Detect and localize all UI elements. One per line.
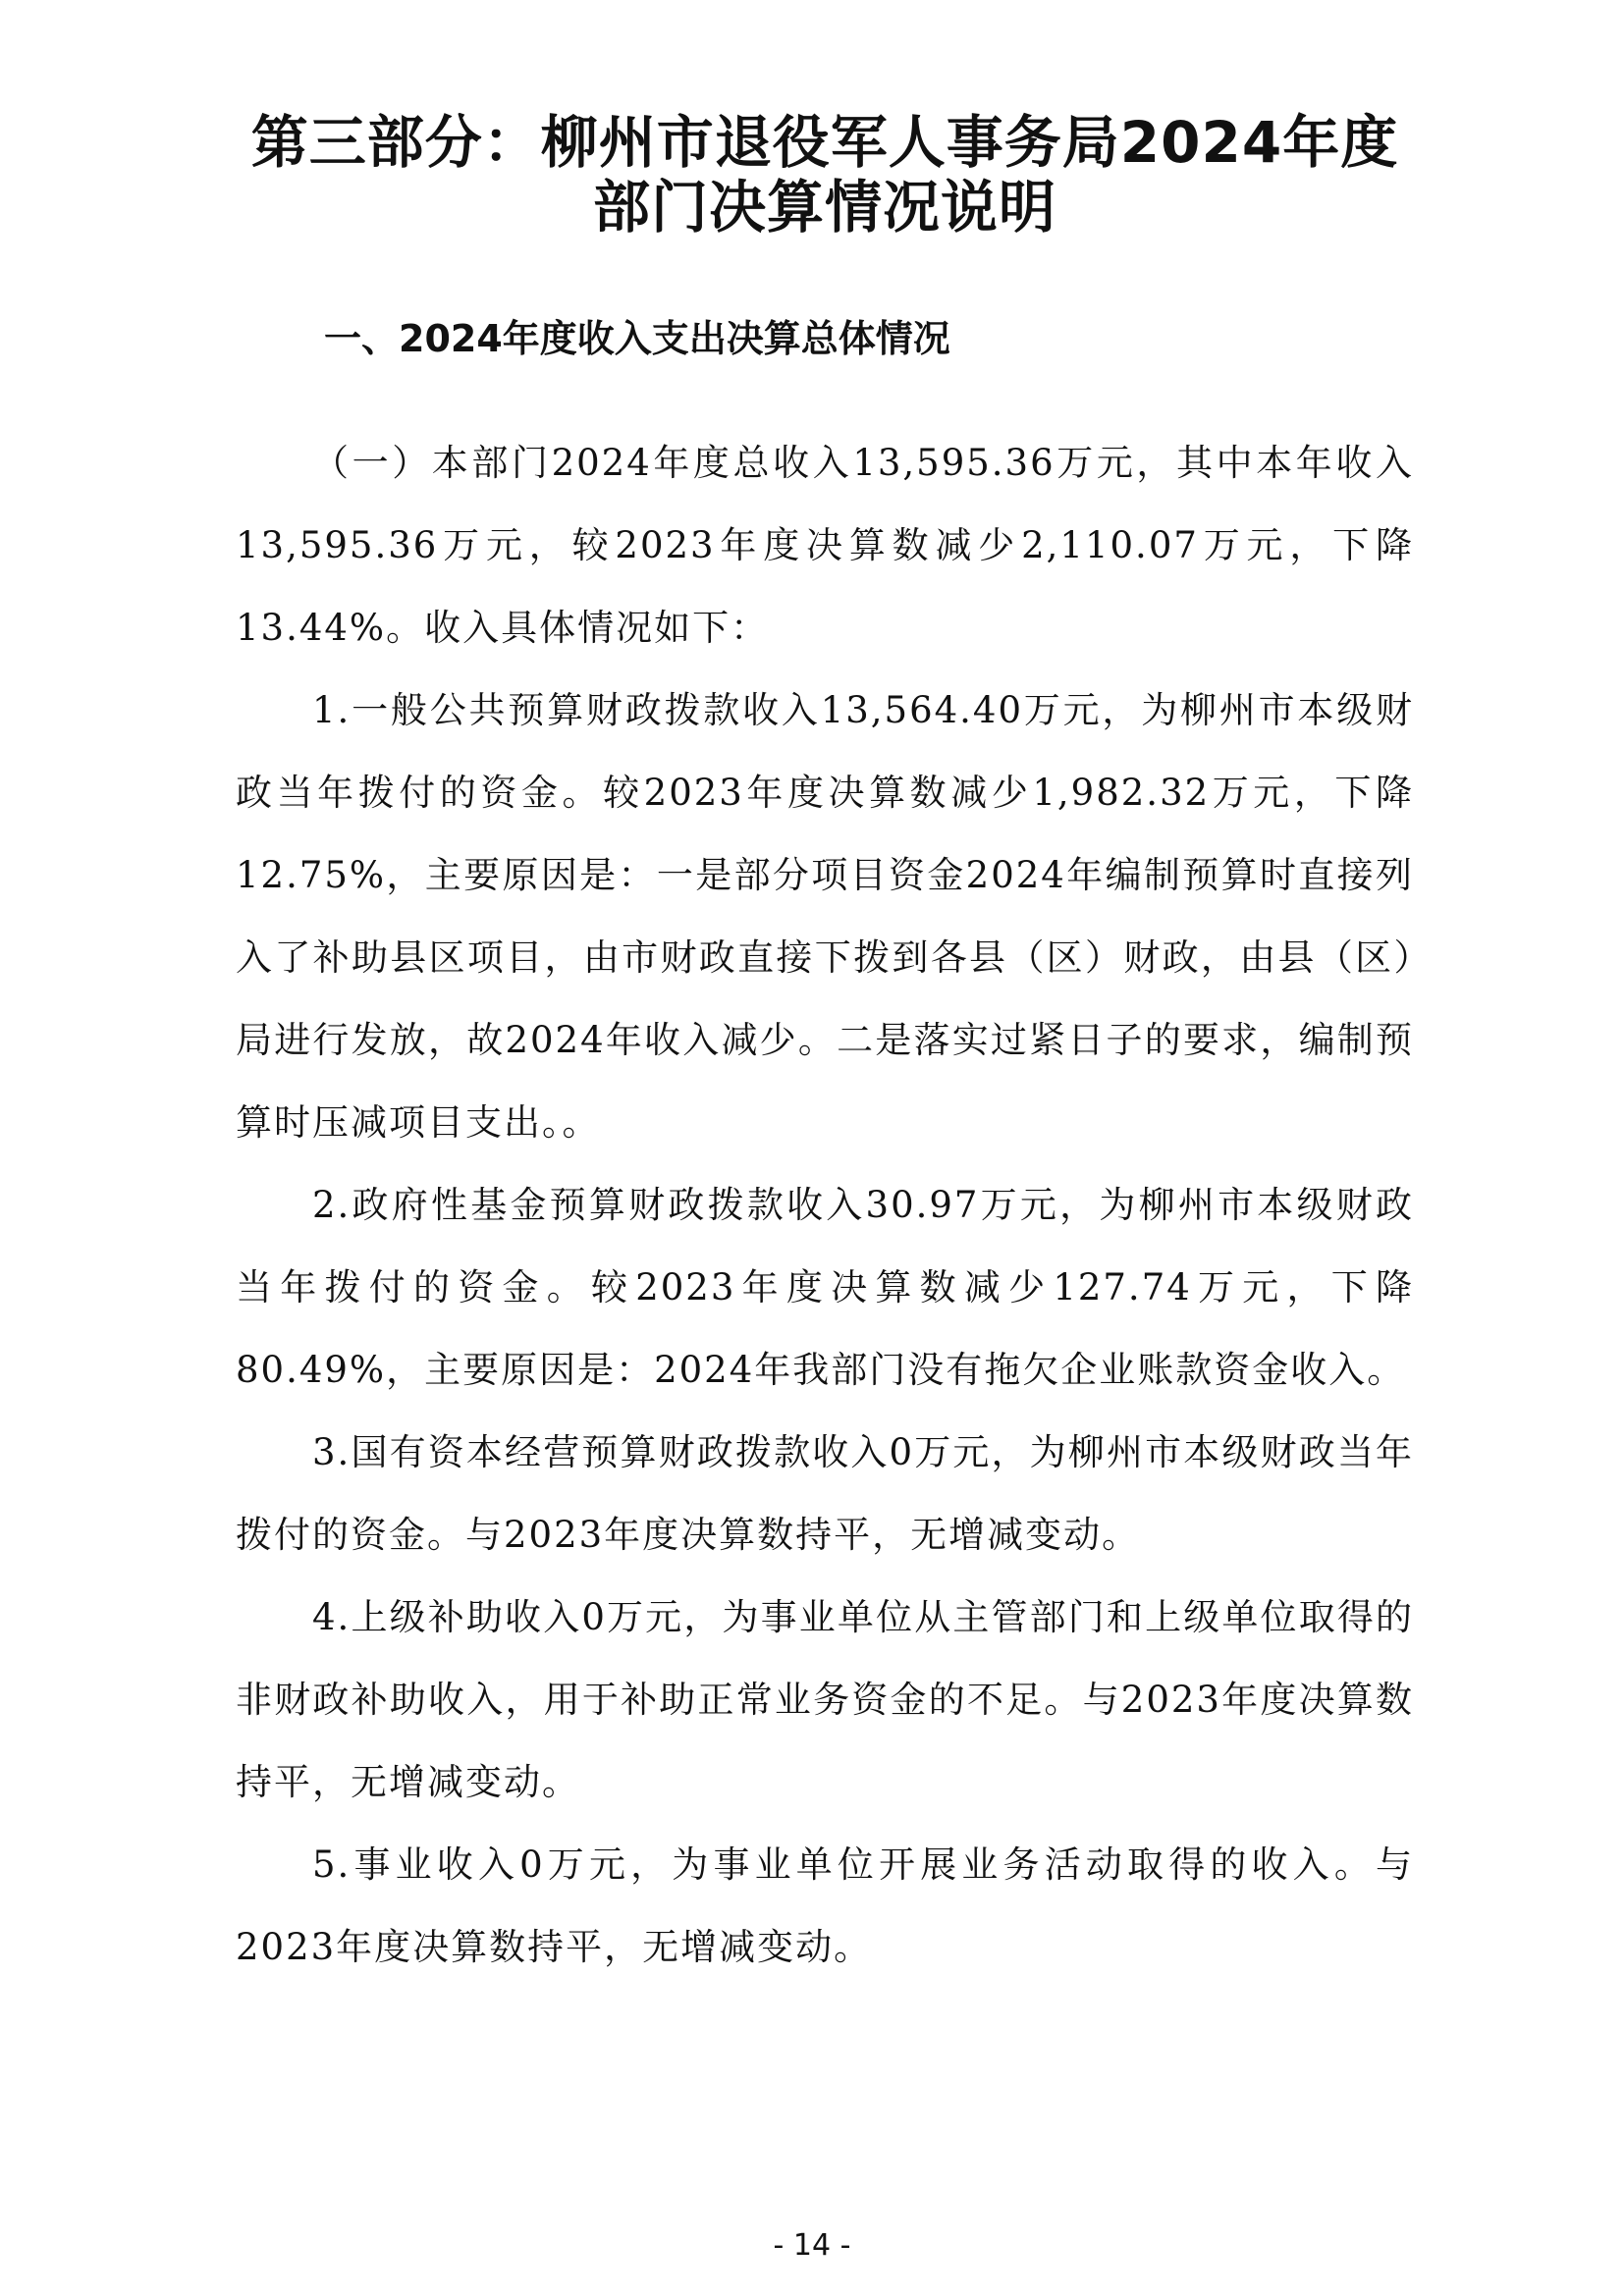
title-line-2: 部门决算情况说明 — [592, 174, 1056, 240]
paragraph-business-income: 5.事业收入0万元，为事业单位开展业务活动取得的收入。与2023年度决算数持平，无增减变动。 — [236, 1843, 1414, 1968]
document-title — [236, 110, 1414, 240]
body-text — [236, 422, 1414, 1989]
paragraph-government-fund: 2.政府性基金预算财政拨款收入30.97万元，为柳州市本级财政当年拨付的资金。较2023年度决算数减少127.74万元，下降80.49%，主要原因是：2024年我部门没有拖欠企业账款资金收入。 — [236, 1184, 1414, 1391]
paragraph-superior-subsidy: 4.上级补助收入0万元，为事业单位从主管部门和上级单位取得的非财政补助收入，用于补助正常业务资金的不足。与2023年度决算数持平，无增减变动。 — [236, 1596, 1414, 1803]
document-page — [236, 109, 1414, 1968]
paragraph-general-budget: 1.一般公共预算财政拨款收入13,564.40万元，为柳州市本级财政当年拨付的资金。较2023年度决算数减少1,982.32万元，下降12.75%，主要原因是：一是部分项目资金2024年编制预算时直接列入了补助县区项目，由市财政直接下拨到各县（区）财政，由县（区）局进行发放，故2024年收入减少。二是落实过紧日子的要求，编制预算时压减项目支出。。 — [236, 689, 1414, 1144]
paragraph-state-capital: 3.国有资本经营预算财政拨款收入0万元，为柳州市本级财政当年拨付的资金。与2023年度决算数持平，无增减变动。 — [236, 1431, 1414, 1556]
title-line-1: 第三部分：柳州市退役军人事务局2024年度 — [250, 109, 1399, 176]
page-number: - 14 - — [773, 2228, 851, 2263]
paragraph-total-income: （一）本部门2024年度总收入13,595.36万元，其中本年收入13,595.36万元，较2023年度决算数减少2,110.07万元，下降13.44%。收入具体情况如下： — [236, 442, 1414, 649]
section-heading: 一、2024年度收入支出决算总体情况 — [324, 317, 950, 360]
